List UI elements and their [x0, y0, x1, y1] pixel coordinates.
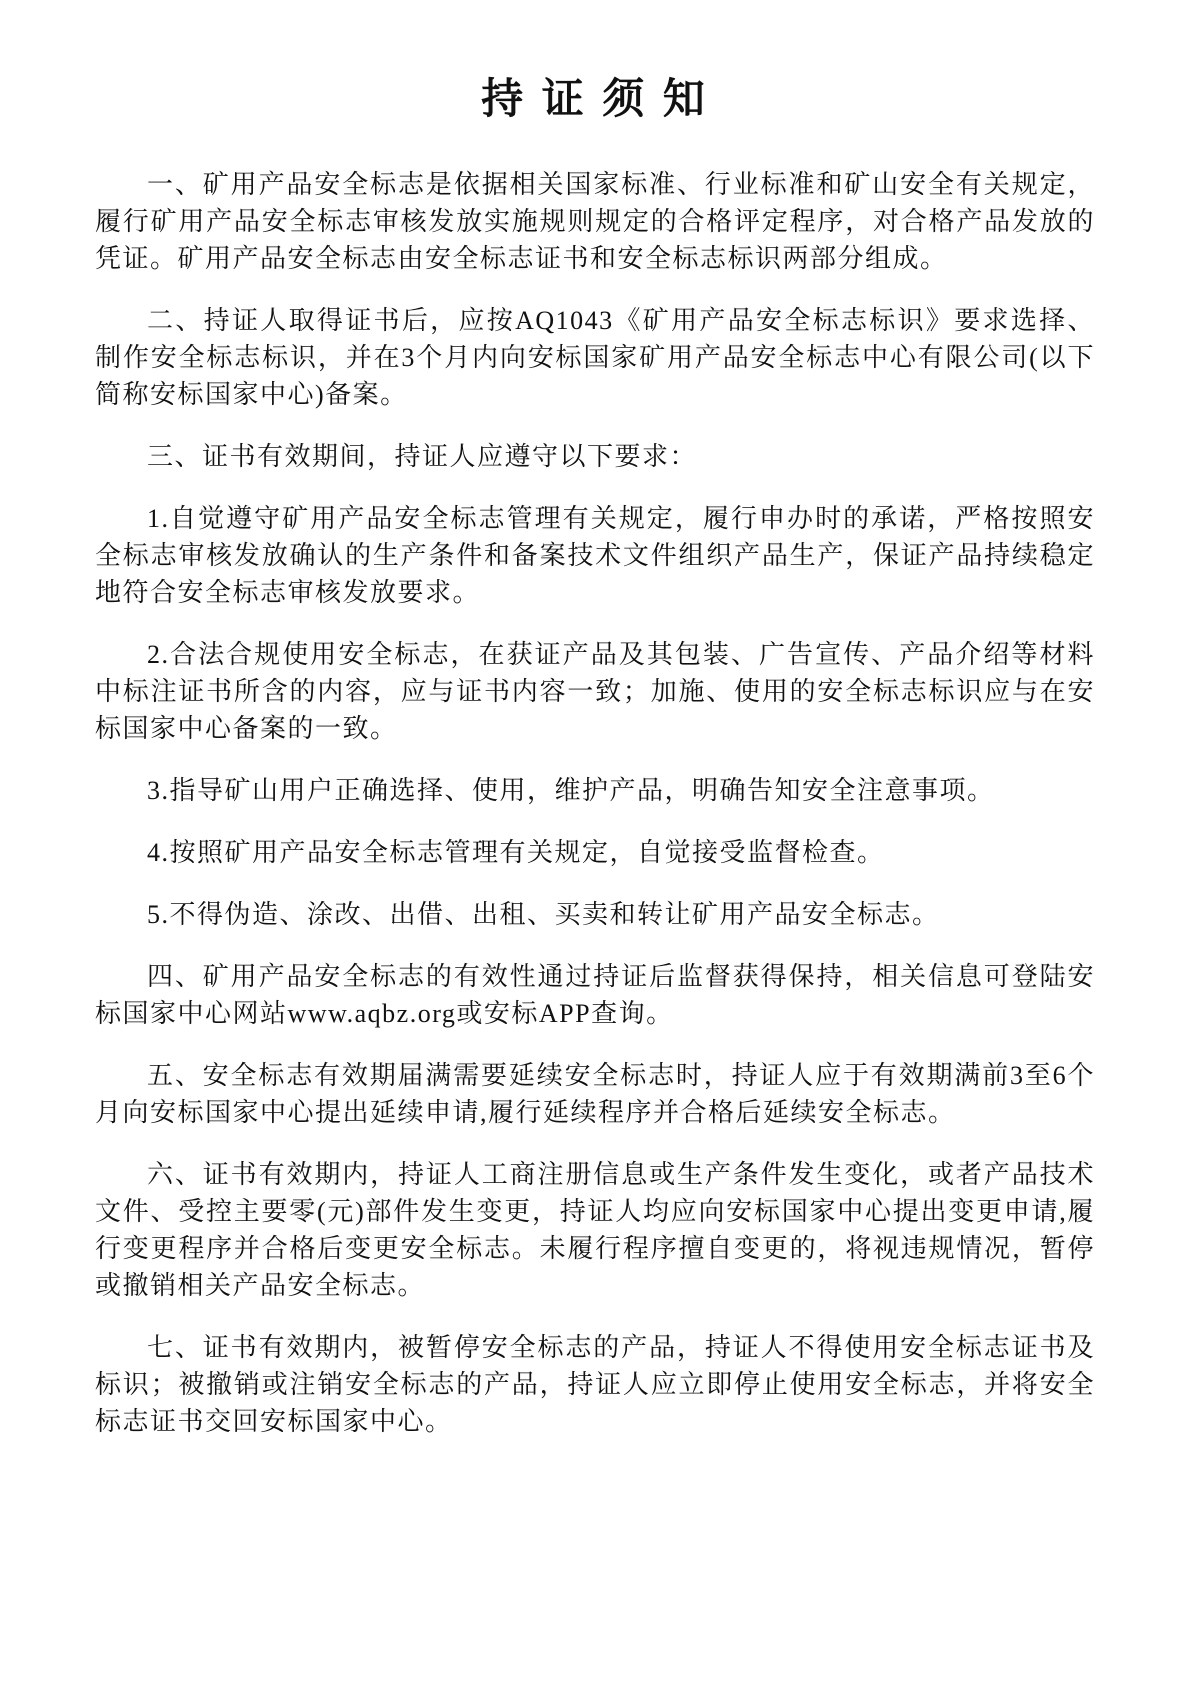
- paragraph-item-5: 五、安全标志有效期届满需要延续安全标志时，持证人应于有效期满前3至6个月向安标国家中心提出延续申请,履行延续程序并合格后延续安全标志。: [95, 1061, 1095, 1127]
- paragraph-sub-item-3: 3.指导矿山用户正确选择、使用，维护产品，明确告知安全注意事项。: [147, 776, 995, 805]
- paragraph-item-7: 七、证书有效期内，被暂停安全标志的产品，持证人不得使用安全标志证书及标识；被撤销或注销安全标志的产品，持证人应立即停止使用安全标志，并将安全标志证书交回安标国家中心。: [95, 1333, 1095, 1436]
- paragraph-sub-item-5: 5.不得伪造、涂改、出借、出租、买卖和转让矿用产品安全标志。: [147, 900, 940, 929]
- paragraph-sub-item-4: 4.按照矿用产品安全标志管理有关规定，自觉接受监督检查。: [147, 838, 885, 867]
- paragraph-item-4: 四、矿用产品安全标志的有效性通过持证后监督获得保持，相关信息可登陆安标国家中心网站www.aqbz.org或安标APP查询。: [95, 962, 1095, 1028]
- paragraph-sub-item-1: 1.自觉遵守矿用产品安全标志管理有关规定，履行申办时的承诺，严格按照安全标志审核发放确认的生产条件和备案技术文件组织产品生产，保证产品持续稳定地符合安全标志审核发放要求。: [95, 504, 1095, 607]
- paragraph-item-2: 二、持证人取得证书后，应按AQ1043《矿用产品安全标志标识》要求选择、制作安全标志标识，并在3个月内向安标国家矿用产品安全标志中心有限公司(以下简称安标国家中心)备案。: [95, 306, 1095, 409]
- page-title: 持 证 须 知: [481, 77, 709, 123]
- paragraph-item-3: 三、证书有效期间，持证人应遵守以下要求：: [147, 442, 698, 471]
- paragraph-sub-item-2: 2.合法合规使用安全标志，在获证产品及其包装、广告宣传、产品介绍等材料中标注证书所含的内容，应与证书内容一致；加施、使用的安全标志标识应与在安标国家中心备案的一致。: [95, 640, 1095, 743]
- document-body: [95, 166, 1095, 1440]
- paragraph-item-1: 一、矿用产品安全标志是依据相关国家标准、行业标准和矿山安全有关规定，履行矿用产品安全标志审核发放实施规则规定的合格评定程序，对合格产品发放的凭证。矿用产品安全标志由安全标志证书和安全标志标识两部分组成。: [95, 170, 1095, 273]
- paragraph-item-6: 六、证书有效期内，持证人工商注册信息或生产条件发生变化，或者产品技术文件、受控主要零(元)部件发生变更，持证人均应向安标国家中心提出变更申请,履行变更程序并合格后变更安全标志。未履行程序擅自变更的，将视违规情况，暂停或撤销相关产品安全标志。: [95, 1160, 1095, 1300]
